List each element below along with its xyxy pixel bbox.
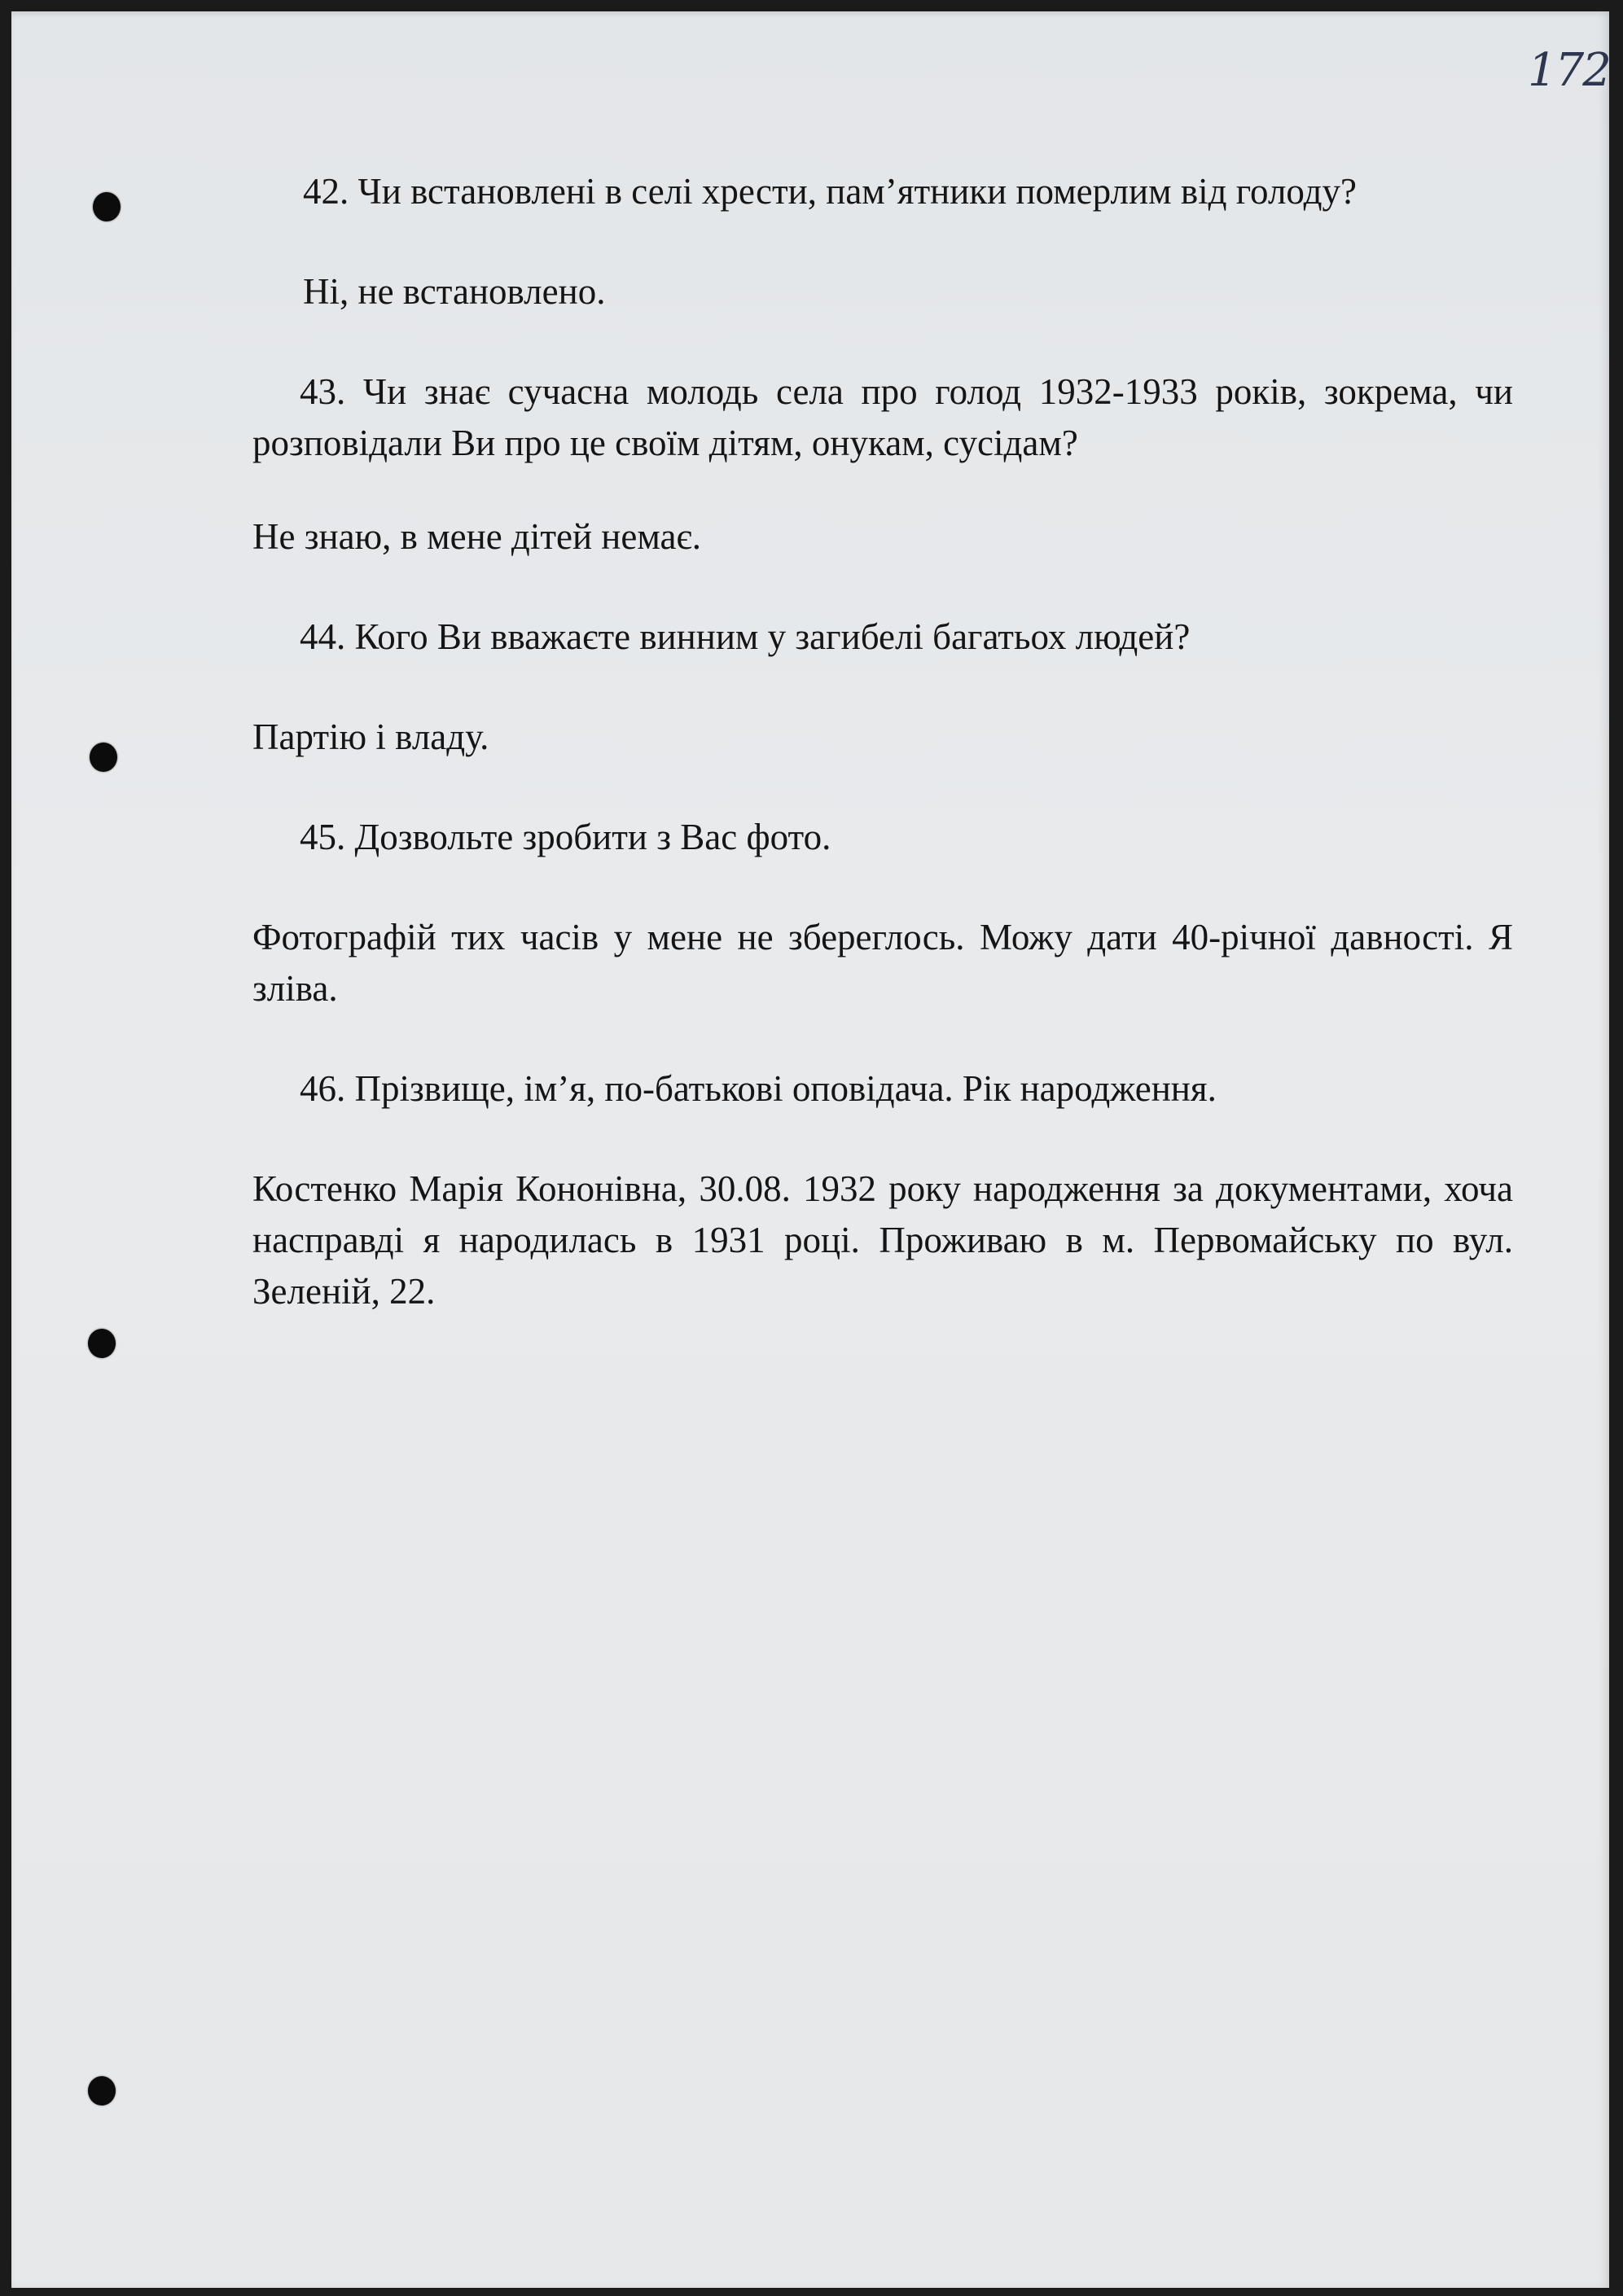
punch-hole <box>88 1329 116 1358</box>
question-46: 46. Прізвище, ім’я, по-батькові оповідача. Рік народження. <box>300 1068 1217 1109</box>
answer-46: Костенко Марія Кононівна, 30.08. 1932 року народження за документами, хоча насправді я народилась в 1931 році. Проживаю в м. Первомайську по вул. Зеленій, 22. <box>252 1168 1513 1312</box>
question-45: 45. Дозвольте зробити з Вас фото. <box>300 817 831 857</box>
answer-45: Фотографій тих часів у мене не збереглось. Можу дати 40-річної давності. Я зліва. <box>252 917 1513 1009</box>
question-44: 44. Кого Ви вважаєте винним у загибелі багатьох людей? <box>300 616 1191 657</box>
answer-42: Ні, не встановлено. <box>303 271 606 312</box>
answer-43: Не знаю, в мене дітей немає. <box>252 516 702 557</box>
punch-hole <box>90 743 117 772</box>
page-number-handwritten: 172 <box>1528 44 1610 97</box>
paper-sheet <box>11 11 1609 2288</box>
punch-hole <box>93 192 121 221</box>
punch-hole <box>88 2076 116 2105</box>
question-42: 42. Чи встановлені в селі хрести, пам’ятники померлим від голоду? <box>303 171 1357 212</box>
answer-44: Партію і владу. <box>252 716 489 757</box>
question-43: 43. Чи знає сучасна молодь села про голод 1932-1933 років, зокрема, чи розповідали Ви про це своїм дітям, онукам, сусідам? <box>252 371 1513 463</box>
document-body <box>252 166 1513 1366</box>
